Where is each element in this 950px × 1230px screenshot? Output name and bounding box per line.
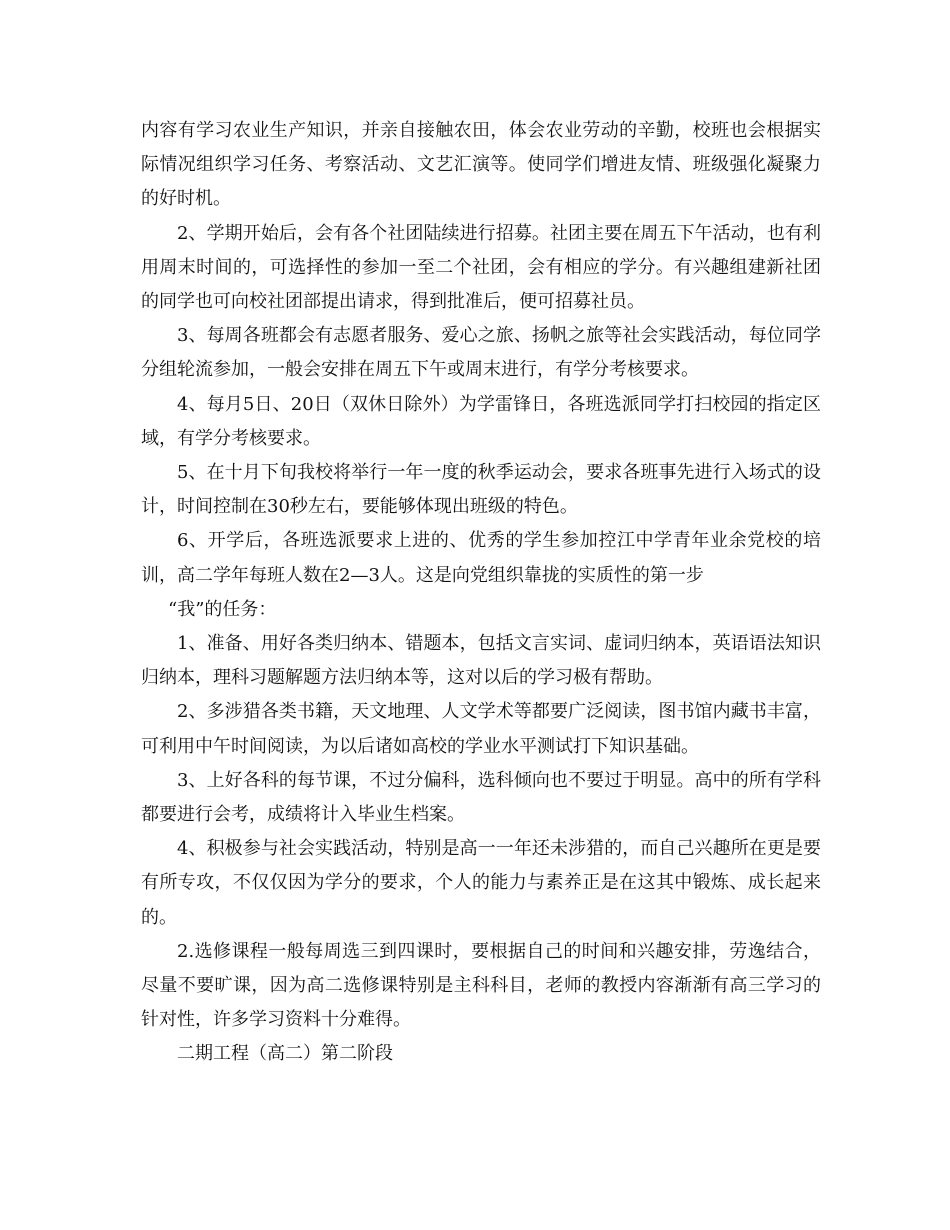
paragraph-task-classes: 3、上好各科的每节课，不过分偏科，选科倾向也不要过于明显。高中的所有学科都要进行会考，成绩将计入毕业生档案。 <box>141 769 821 826</box>
paragraph-sports-meet: 5、在十月下旬我校将举行一年一度的秋季运动会，要求各班事先进行入场式的设计，时间控制在30秒左右，要能够体现出班级的特色。 <box>141 462 821 518</box>
paragraph-electives: 2.选修课程一般每周选三到四课时，要根据自己的时间和兴趣安排，劳逸结合，尽量不要旷课，因为高二选修课特别是主科科目，老师的教授内容渐渐有高三学习的针对性，许多学习资料十分难得。 <box>141 940 821 1031</box>
paragraph-my-tasks-heading: “我”的任务： <box>168 598 277 620</box>
paragraph-task-notebooks: 1、准备、用好各类归纳本、错题本，包括文言实词、虚词归纳本，英语语法知识归纳本，理科习题解题方法归纳本等，这对以后的学习极有帮助。 <box>141 633 821 689</box>
paragraph-continuation: 内容有学习农业生产知识，并亲自接触农田，体会农业劳动的辛勤，校班也会根据实际情况组织学习任务、考察活动、文艺汇演等。使同学们增进友情、班级强化凝聚力的好时机。 <box>141 120 821 210</box>
paragraph-task-reading: 2、多涉猎各类书籍，天文地理、人文学术等都要广泛阅读，图书馆内藏书丰富，可利用中午时间阅读，为以后诸如高校的学业水平测试打下知识基础。 <box>141 701 821 757</box>
paragraph-leifeng-day: 4、每月5日、20日（双休日除外）为学雷锋日，各班选派同学打扫校园的指定区域，有学分考核要求。 <box>141 393 821 449</box>
paragraph-phase-two-heading: 二期工程（高二）第二阶段 <box>177 1043 393 1065</box>
paragraph-clubs: 2、学期开始后，会有各个社团陆续进行招募。社团主要在周五下午活动，也有利用周末时间的，可选择性的参加一至二个社团，会有相应的学分。有兴趣组建新社团的同学也可向校社团部提出请求，得到批准后，便可招募社员。 <box>141 222 821 313</box>
document-body <box>141 114 821 1072</box>
paragraph-social-practice: 3、每周各班都会有志愿者服务、爱心之旅、扬帆之旅等社会实践活动，每位同学分组轮流参加，一般会安排在周五下午或周末进行，有学分考核要求。 <box>141 325 821 381</box>
paragraph-task-practice: 4、积极参与社会实践活动，特别是高一一年还未涉猎的，而自己兴趣所在更是要有所专攻，不仅仅因为学分的要求，个人的能力与素养正是在这其中锻炼、成长起来的。 <box>141 838 821 928</box>
paragraph-party-school: 6、开学后，各班选派要求上进的、优秀的学生参加控江中学青年业余党校的培训，高二学年每班人数在2—3人。这是向党组织靠拢的实质性的第一步 <box>141 530 821 586</box>
